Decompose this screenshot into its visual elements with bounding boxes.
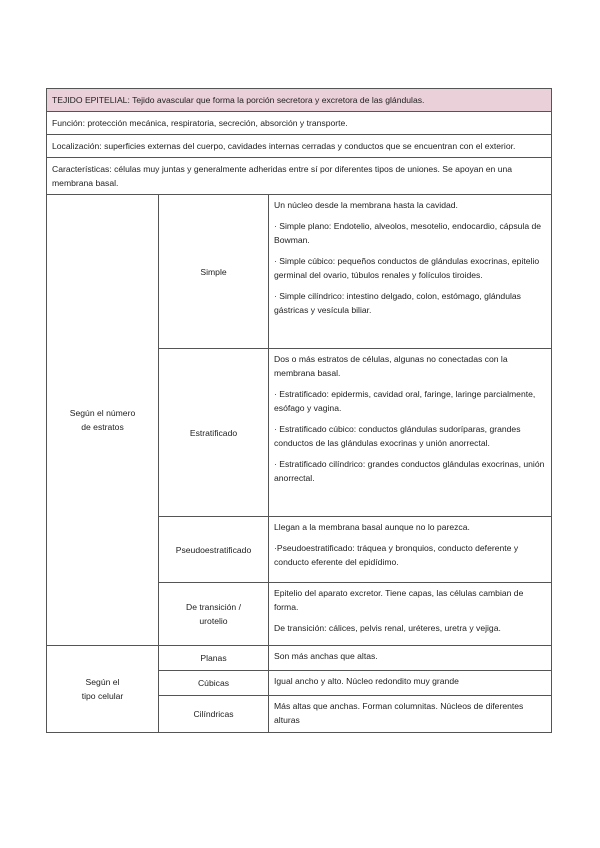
pseudostratified-line: Llegan a la membrana basal aunque no lo parezca. [274, 522, 470, 532]
pseudostratified-label: Pseudoestratificado [159, 517, 269, 583]
pseudostratified-line: ·Pseudoestratificado: tráquea y bronquios, conducto deferente y conducto eferente del epidídimo. [274, 543, 519, 567]
cubicas-label: Cúbicas [159, 671, 269, 696]
table-title: TEJIDO EPITELIAL: Tejido avascular que forma la porción secretora y excretora de las glándulas. [47, 89, 552, 112]
simple-line: Un núcleo desde la membrana hasta la cavidad. [274, 200, 458, 210]
planas-label: Planas [159, 646, 269, 671]
planas-description: Son más anchas que altas. [269, 646, 552, 671]
strata-group-label: Según el número de estratos [47, 195, 159, 646]
simple-line: · Simple cilíndrico: intestino delgado, colon, estómago, glándulas gástricas y vesícula biliar. [274, 291, 521, 315]
stratified-description [269, 349, 552, 517]
location-text: Localización: superficies externas del cuerpo, cavidades internas cerradas y conductos que se encuentran con el exterior. [47, 135, 552, 158]
simple-label: Simple [159, 195, 269, 349]
epithelial-tissue-table [46, 88, 552, 733]
epithelial-tissue-sheet [46, 88, 551, 733]
transitional-line: De transición: cálices, pelvis renal, uréteres, uretra y vejiga. [274, 623, 501, 633]
stratified-line: · Estratificado: epidermis, cavidad oral, faringe, laringe parcialmente, esófago y vagina. [274, 389, 536, 413]
cilindricas-description: Más altas que anchas. Forman columnitas. Núcleos de diferentes alturas [269, 696, 552, 733]
table-row-simple [47, 195, 552, 349]
transitional-label: De transición / urotelio [159, 583, 269, 646]
transitional-line: Epitelio del aparato excretor. Tiene capas, las células cambian de forma. [274, 588, 524, 612]
function-row [47, 112, 552, 135]
table-row-planas [47, 646, 552, 671]
stratified-line: · Estratificado cilíndrico: grandes conductos glándulas exocrinas, unión anorrectal. [274, 459, 545, 483]
simple-line: · Simple cúbico: pequeños conductos de glándulas exocrinas, epitelio germinal del ovario, túbulos renales y folículos tiroides. [274, 256, 540, 280]
stratified-line: · Estratificado cúbico: conductos glándulas sudoríparas, grandes conductos de las glándulas exocrinas y unión anorrectal. [274, 424, 521, 448]
stratified-label: Estratificado [159, 349, 269, 517]
pseudostratified-description [269, 517, 552, 583]
cilindricas-label: Cilíndricas [159, 696, 269, 733]
cell-type-group-label: Según el tipo celular [47, 646, 159, 733]
simple-description [269, 195, 552, 349]
characteristics-row [47, 158, 552, 195]
transitional-description [269, 583, 552, 646]
stratified-line: Dos o más estratos de células, algunas no conectadas con la membrana basal. [274, 354, 508, 378]
characteristics-text: Características: células muy juntas y generalmente adheridas entre sí por diferentes tipos de uniones. Se apoyan en una membrana basal. [47, 158, 552, 195]
simple-line: · Simple plano: Endotelio, alveolos, mesotelio, endocardio, cápsula de Bowman. [274, 221, 542, 245]
function-text: Función: protección mecánica, respiratoria, secreción, absorción y transporte. [47, 112, 552, 135]
header-row [47, 89, 552, 112]
cubicas-description: Igual ancho y alto. Núcleo redondito muy grande [269, 671, 552, 696]
location-row [47, 135, 552, 158]
